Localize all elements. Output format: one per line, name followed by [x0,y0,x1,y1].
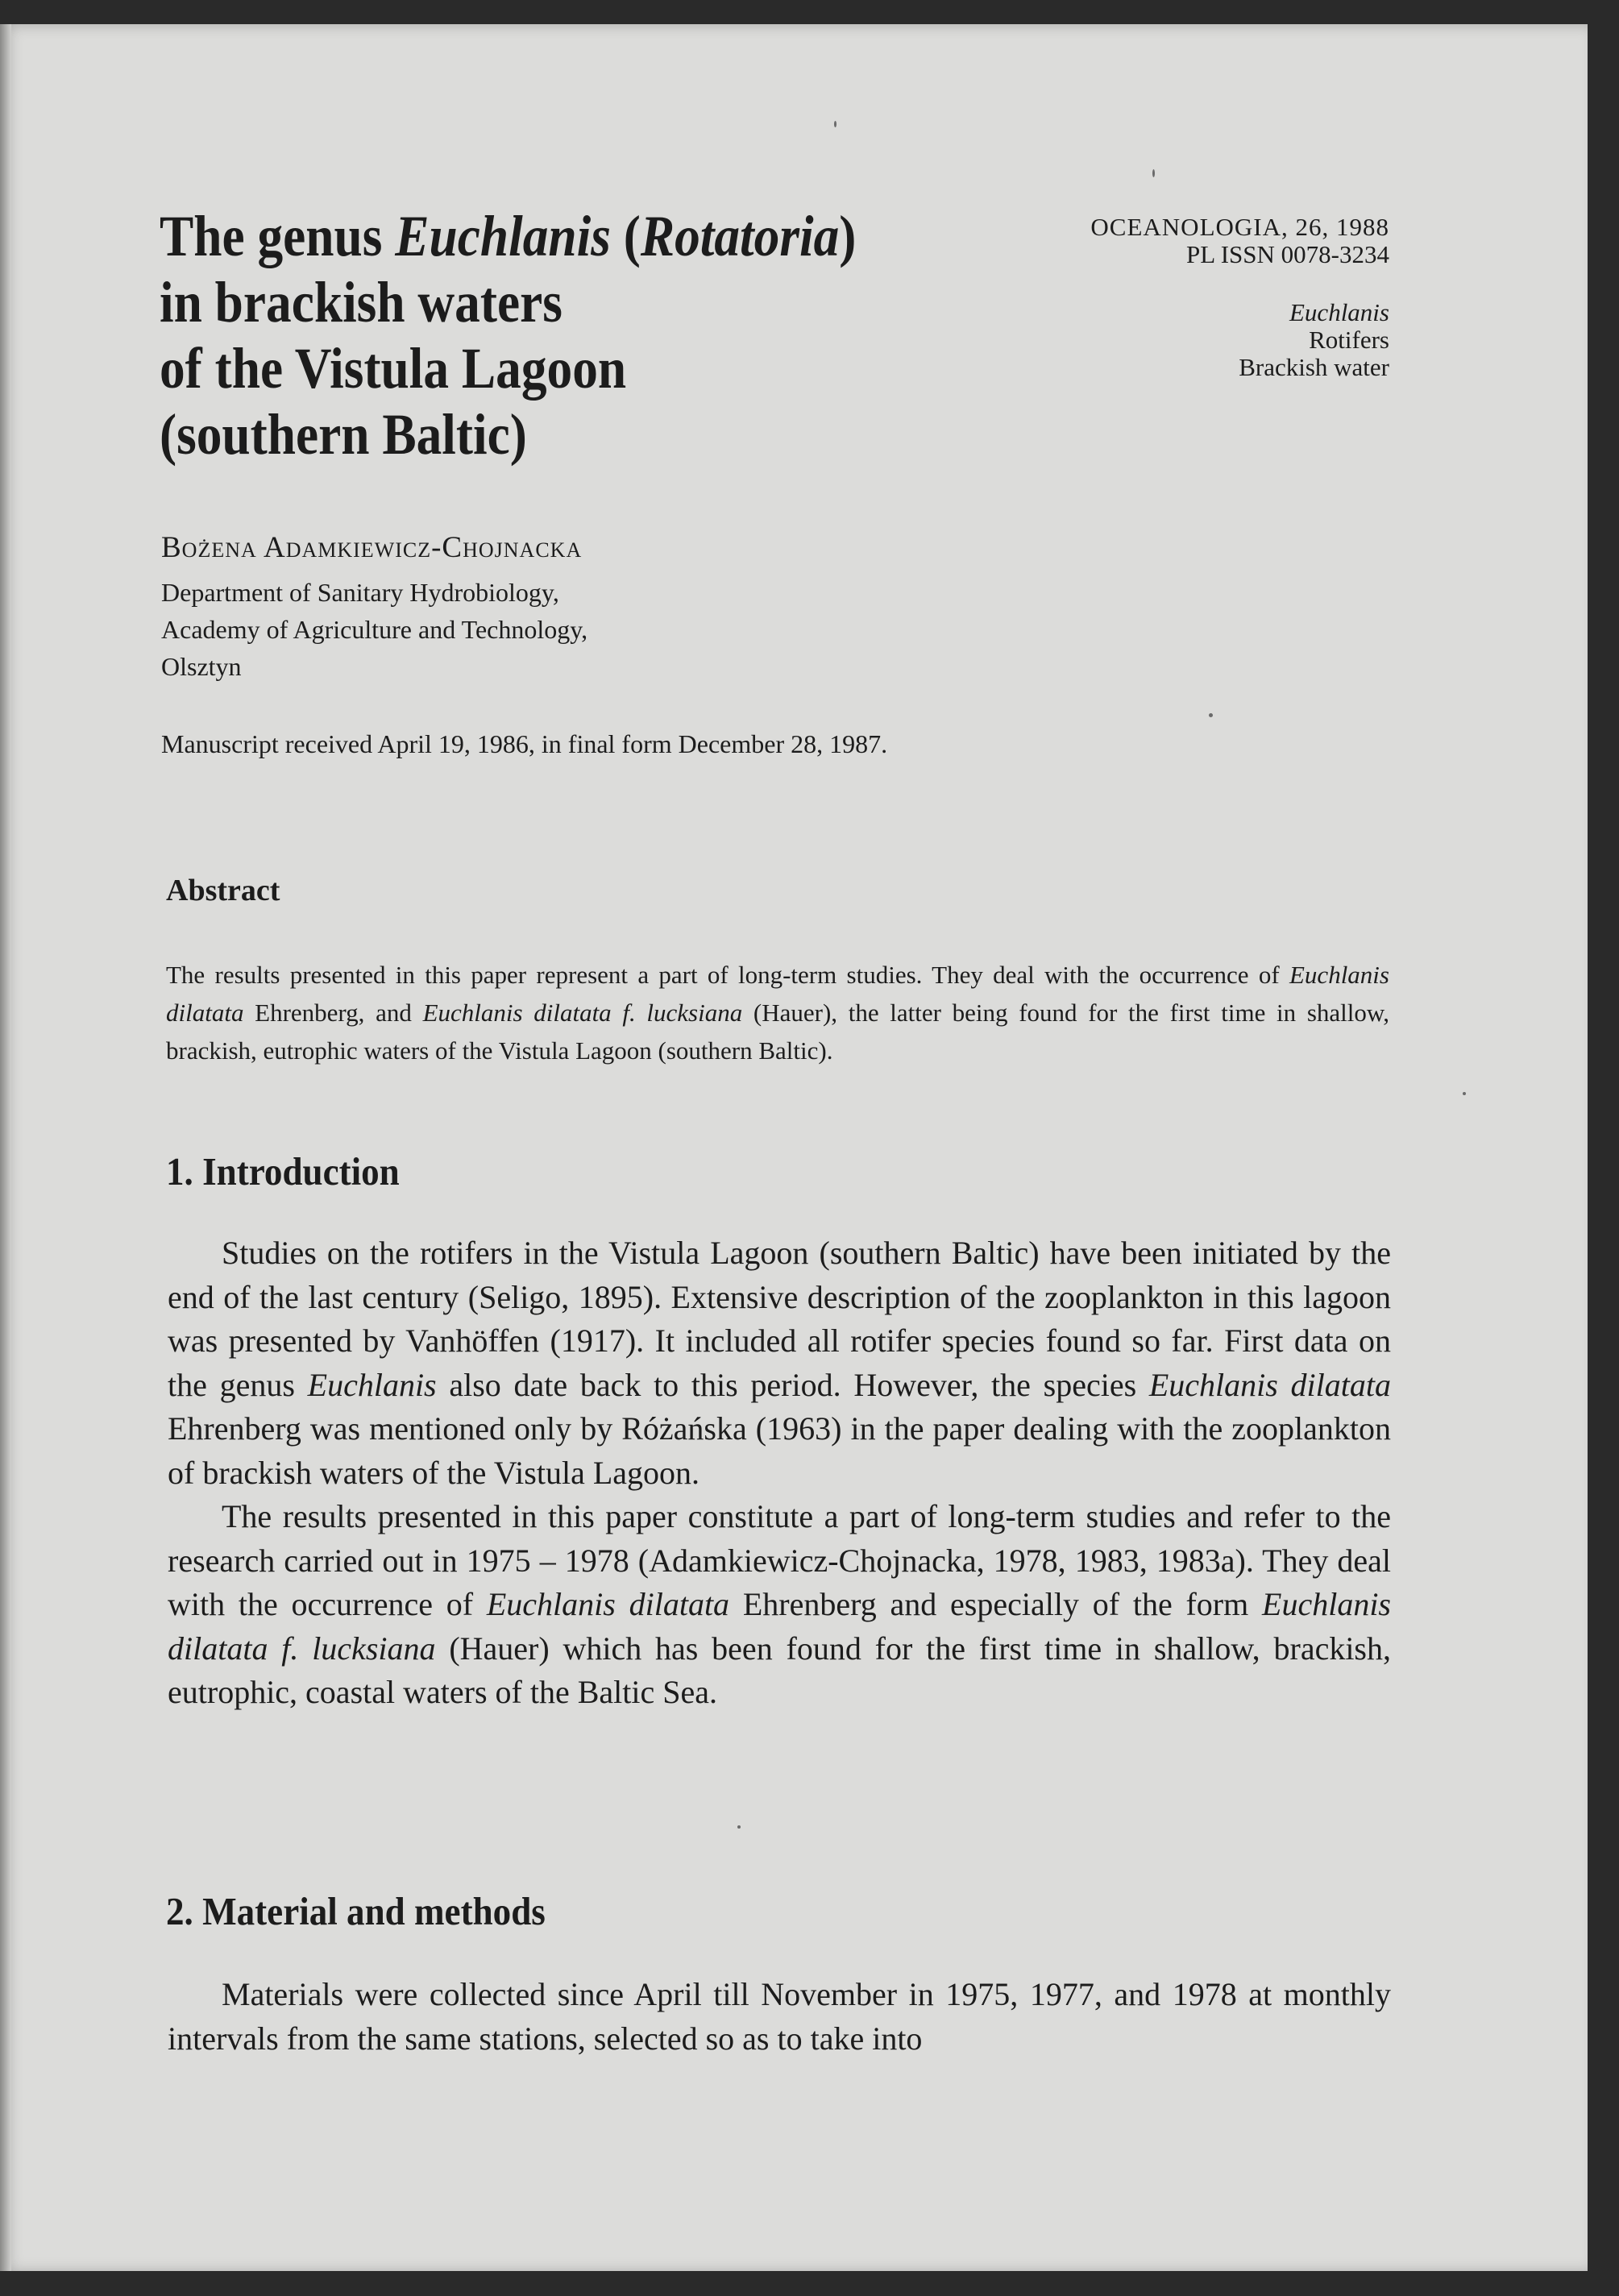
text-run: also date back to this period. However, the species [436,1366,1149,1403]
introduction-body [168,1231,1391,1715]
title-order: Rotatoria [640,204,840,268]
scan-border-right [1588,0,1619,2296]
species-name: Euchlanis dilatata f. lucksiana [422,999,743,1027]
manuscript-received: Manuscript received April 19, 1986, in final form December 28, 1987. [161,729,888,758]
scan-speck [834,121,836,127]
title-line-2: in brackish waters [160,270,562,334]
scan-speck [1463,1092,1466,1095]
species-name: Euchlanis [307,1366,437,1403]
text-run: (Hauer) which has been found for the first time in shallow, brackish, eutrophic, coastal waters of the Baltic Sea. [168,1630,1391,1710]
text-run: Ehrenberg and especially of the form [729,1586,1263,1622]
abstract-run: (Hauer), the latter being found for the first time in shallow, brackish, eutrophic waters of the Vistula Lagoon (southern Baltic). [166,999,1389,1065]
section-heading-introduction: 1. Introduction [166,1149,400,1194]
scan-speck [1152,169,1155,177]
abstract-run: The results presented in this paper represent a part of long-term studies. They deal with the occurrence of [166,961,1289,989]
text-run: Ehrenberg was mentioned only by Różańska (1963) in the paper dealing with the zooplankton of brackish waters of the Vistula Lagoon. [168,1410,1391,1491]
species-name: Euchlanis dilatata [166,961,1389,1027]
keyword: Euchlanis [1289,298,1389,326]
journal-meta [986,214,1389,381]
affiliation-line: Department of Sanitary Hydrobiology, [161,578,559,607]
title-text: The genus [160,204,396,268]
species-name: Euchlanis dilatata [486,1586,730,1622]
text-run: Studies on the rotifers in the Vistula Lagoon (southern Baltic) have been initiated by the end of the last century (Seligo, 1895). Extensive description of the zooplankton in this lagoon was presented by Vanhöffen (1917). It included all rotifer species found so far. First data on the genus [168,1235,1391,1403]
scan-border-bottom [0,2271,1619,2296]
author-affiliation [161,574,806,685]
species-name: Euchlanis dilatata f. lucksiana [168,1586,1391,1667]
paragraph [168,1495,1391,1715]
affiliation-line: Olsztyn [161,652,242,681]
keywords [986,299,1389,381]
title-line-3: of the Vistula Lagoon [160,336,627,401]
issn: PL ISSN 0078-3234 [1185,240,1389,268]
affiliation-line: Academy of Agriculture and Technology, [161,615,588,644]
paper-title [160,203,925,467]
scan-speck [1209,713,1213,717]
title-paren-open: ( [610,204,641,268]
journal-citation: OCEANOLOGIA, 26, 1988 [1090,213,1389,241]
paragraph [168,1231,1391,1495]
author-name: Bożena Adamkiewicz-Chojnacka [161,531,583,564]
abstract-run: Ehrenberg, and [243,999,423,1027]
keyword: Rotifers [1309,326,1389,354]
title-paren-close: ) [839,204,857,268]
page-binding-shadow [0,24,11,2273]
title-genus: Euchlanis [395,204,611,268]
keyword: Brackish water [1239,353,1389,381]
scan-border-top [0,0,1619,24]
abstract-text [166,956,1389,1069]
section-heading-methods: 2. Material and methods [166,1889,546,1933]
title-line-1 [160,203,925,269]
scan-speck [737,1825,741,1829]
paragraph: Materials were collected since April till November in 1975, 1977, and 1978 at monthly intervals from the same stations, selected so as to take into [168,1976,1391,2057]
species-name: Euchlanis dilatata [1148,1366,1392,1403]
title-line-4: (southern Baltic) [160,402,527,467]
abstract-heading: Abstract [166,874,280,907]
text-run: The results presented in this paper constitute a part of long-term studies and refer to the research carried out in 1975 – 1978 (Adamkiewicz-Chojnacka, 1978, 1983, 1983a). They deal with the occurrence of [168,1498,1391,1622]
methods-body [168,1973,1391,2061]
